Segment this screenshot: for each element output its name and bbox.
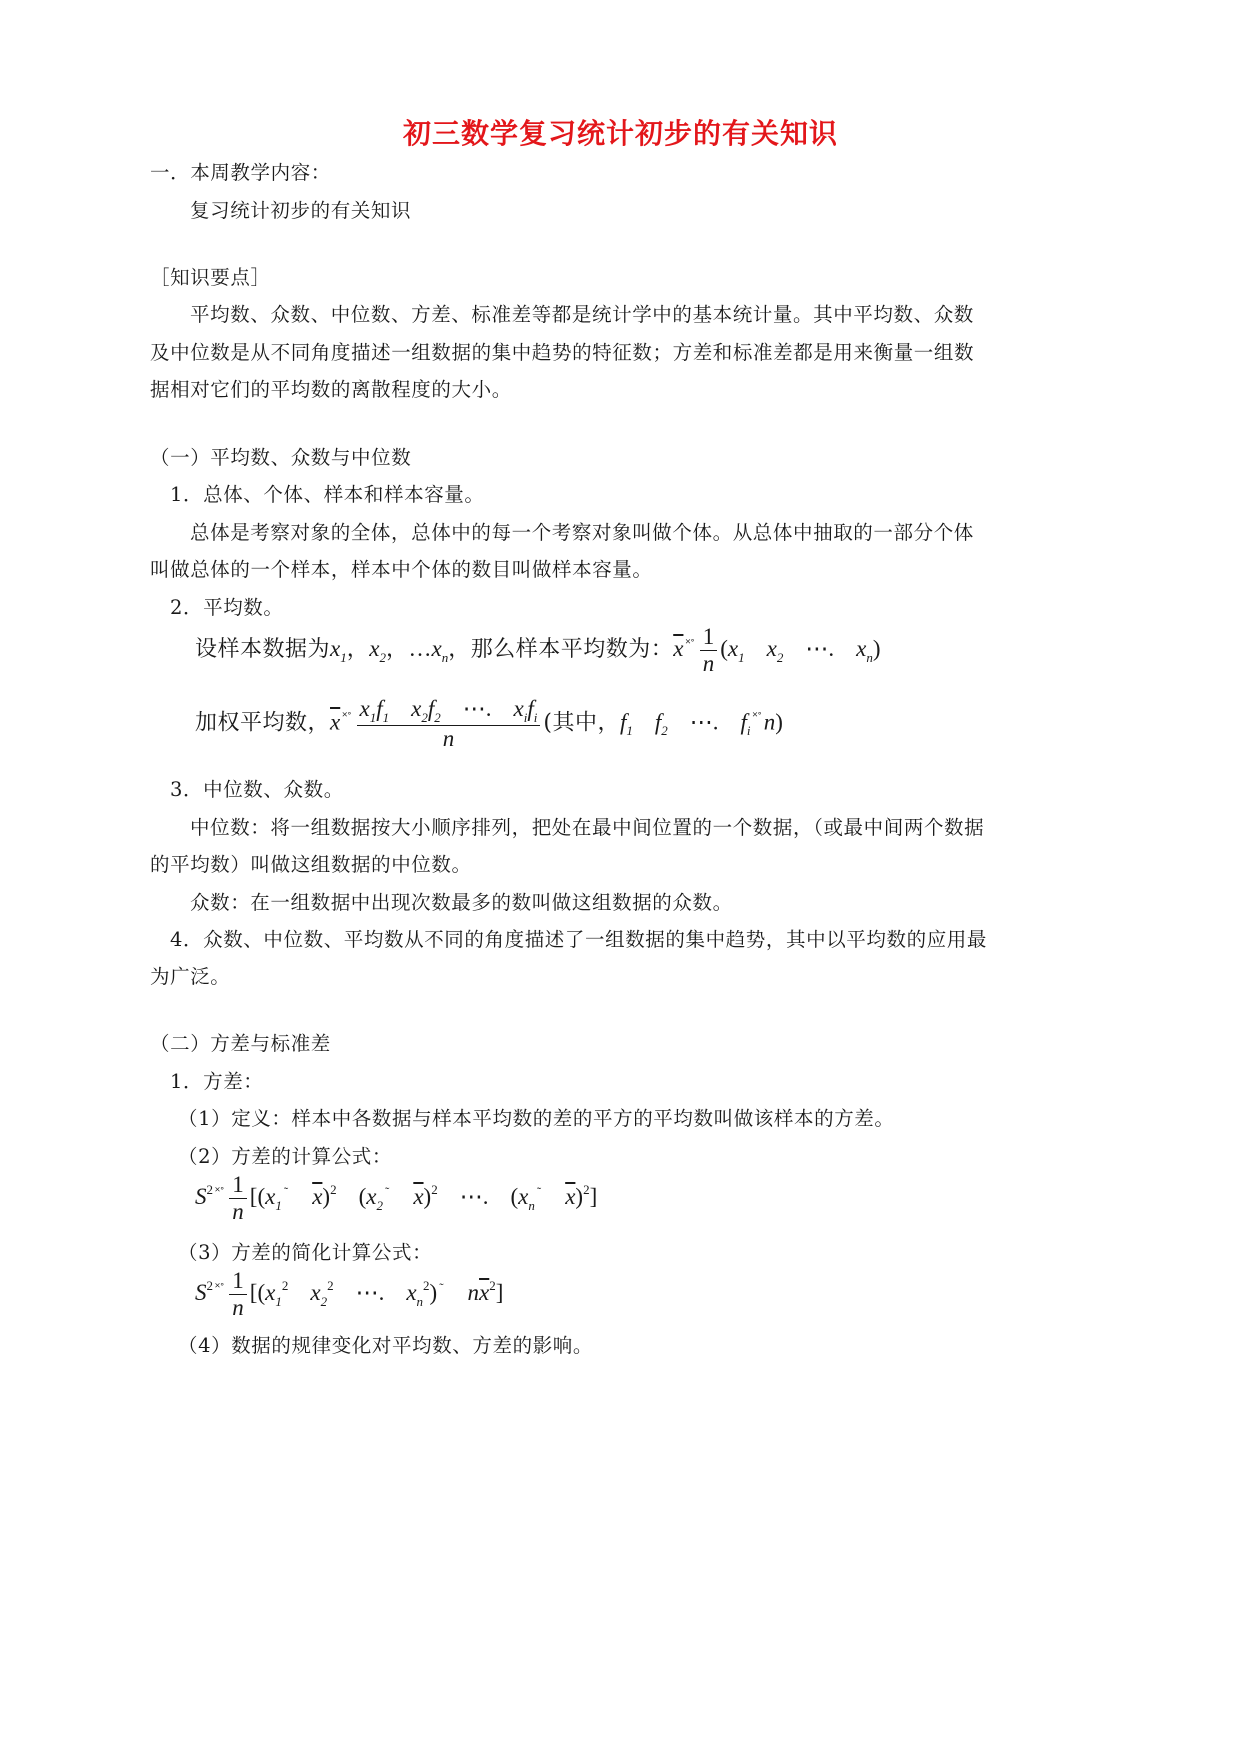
bracket-close: ] [589, 1183, 598, 1209]
key-points-line: 平均数、众数、中位数、方差、标准差等都是统计学中的基本统计量。其中平均数、众数 [190, 303, 974, 326]
subscript: 1 [275, 1293, 282, 1309]
part1-heading: （一）平均数、众数与中位数 [150, 446, 412, 469]
key-points-line: 据相对它们的平均数的离散程度的大小。 [150, 378, 512, 401]
bracket-open: [( [249, 1279, 266, 1305]
subscript: 2 [776, 649, 784, 665]
variance-definition: （1）定义：样本中各数据与样本平均数的差的平方的平均数叫做该样本的方差。 [178, 1107, 895, 1130]
fraction [229, 1172, 247, 1225]
var-x: x [727, 635, 739, 661]
numerator: 1 [229, 1268, 247, 1295]
mean-symbol: $\overline{x}$ [479, 1279, 490, 1305]
mean-symbol: $\overline{x}$ [330, 709, 341, 735]
mean-formula [195, 624, 880, 677]
mode-line: 众数：在一组数据中出现次数最多的数叫做这组数据的众数。 [190, 891, 733, 914]
variance-formula: $S^2$ ˟˚ $\frac{1}{n}$ [($x_1^˜$ $\overline{x})^2$ ($x_2^˜$ $\overline{x})^2$ ⋯. ($x_n^˜$ $\overline{x})^2$] [195, 1172, 598, 1224]
item4-line: 4．众数、中位数、平均数从不同的角度描述了一组数据的集中趋势，其中以平均数的应用最 [170, 928, 988, 951]
subscript: n [416, 1293, 424, 1309]
equals-glyph: ˟˚ [215, 1183, 225, 1199]
numerator: 1 [700, 624, 718, 651]
median-line: 中位数：将一组数据按大小顺序排列，把处在最中间位置的一个数据，（或最中间两个数据 [190, 816, 985, 839]
bracket-close: ] [495, 1279, 504, 1305]
key-points-line: 及中位数是从不同角度描述一组数据的集中趋势的特征数；方差和标准差都是用来衡量一组数 [150, 341, 975, 364]
var-x: x [406, 1279, 417, 1305]
subscript: 2 [379, 649, 386, 665]
dots: … [408, 635, 432, 661]
superscript: 2 [583, 1181, 590, 1197]
superscript: 2 [206, 1277, 213, 1293]
variance-simple-formula: $S^2$ ˟˚ $\frac{1}{n}$ [($x_1^2$ $x_2^2$ ⋯. $x_n^2$) ˜ $n\overline{x}^2$] [195, 1268, 504, 1320]
var-x: x [766, 635, 777, 661]
paren-close: ) [775, 709, 783, 735]
mean-symbol: $\overline{x}$ [312, 1183, 323, 1209]
subscript: 2 [376, 1197, 383, 1213]
item1-line: 叫做总体的一个样本，样本中个体的数目叫做样本容量。 [150, 558, 653, 581]
subscript: n [866, 649, 873, 665]
subscript: 1 [275, 1197, 282, 1213]
subscript: 2 [320, 1293, 328, 1309]
subscript: 1 [369, 710, 377, 725]
ellipsis: ⋯. [355, 1279, 385, 1305]
separator: ， [346, 636, 370, 662]
subscript: 2 [661, 723, 668, 739]
subscript: 1 [626, 723, 633, 739]
var-x: x [411, 696, 422, 721]
paren-open: ( [720, 635, 728, 661]
minus-glyph: ˜ [384, 1183, 390, 1199]
var-x: x [856, 635, 867, 661]
var-x: x [366, 1183, 377, 1209]
separator: ， [385, 636, 409, 662]
superscript: 2 [330, 1181, 337, 1197]
subscript: i [533, 710, 538, 725]
var-x: x [431, 635, 442, 661]
ellipsis: ⋯. [459, 1183, 489, 1209]
paren-close: ) [872, 635, 881, 661]
superscript: 2 [281, 1277, 289, 1293]
paren-prefix: (其中， [543, 710, 620, 736]
variance-heading: 1．方差： [170, 1070, 264, 1093]
equals-glyph: ˟˚ [215, 1279, 225, 1295]
median-line: 的平均数）叫做这组数据的中位数。 [150, 853, 472, 876]
mean-symbol: $\overline{x}$ [413, 1183, 424, 1209]
var-x: x [265, 1183, 276, 1209]
denominator: n [232, 1199, 244, 1224]
mean-formula-prefix: 设样本数据为 [195, 636, 331, 662]
var-x: x [330, 635, 341, 661]
superscript: 2 [327, 1277, 334, 1293]
numerator [357, 696, 541, 726]
variance-calc-heading: （2）方差的计算公式： [178, 1145, 393, 1168]
var-x: x [265, 1279, 276, 1305]
var-f: f [376, 696, 383, 721]
document-title: 初三数学复习统计初步的有关知识 [402, 117, 838, 150]
subscript: 1 [382, 710, 390, 725]
numerator: 1 [229, 1172, 247, 1199]
var-f: f [427, 696, 435, 721]
bracket-open: [( [249, 1183, 266, 1209]
subscript: 1 [738, 649, 745, 665]
fraction [700, 624, 718, 677]
mean-formula-mid: ，那么样本平均数为： [448, 636, 674, 662]
mean-symbol: $\overline{x}$ [673, 635, 684, 661]
var-f: f [619, 709, 627, 735]
equals-glyph: ˟˚ [342, 709, 352, 725]
subscript: i [746, 723, 751, 739]
key-points-heading: ［知识要点］ [150, 266, 271, 289]
subscript: 2 [434, 710, 441, 725]
section1-heading: 一．本周教学内容： [150, 161, 331, 184]
denominator: n [442, 726, 455, 751]
mean-symbol: $\overline{x}$ [565, 1183, 576, 1209]
subscript: 2 [421, 710, 428, 725]
var-x: x [369, 635, 380, 661]
var-x: x [513, 696, 524, 721]
var-x: x [310, 1279, 321, 1305]
weighted-mean-formula [195, 696, 783, 752]
ellipsis: ⋯. [805, 635, 835, 661]
data-change-heading: （4）数据的规律变化对平均数、方差的影响。 [178, 1334, 594, 1357]
item1-heading: 1．总体、个体、样本和样本容量。 [170, 483, 485, 506]
var-x: x [359, 696, 370, 721]
weighted-formula-prefix: 加权平均数， [195, 710, 331, 736]
subscript: i [523, 710, 528, 725]
equals-glyph: ˟˚ [685, 635, 695, 651]
denominator: n [702, 651, 715, 676]
var-x: x [518, 1183, 529, 1209]
minus-glyph: ˜ [439, 1279, 444, 1295]
var-S: S [195, 1279, 207, 1305]
fraction [229, 1268, 247, 1321]
item3-heading: 3．中位数、众数。 [170, 778, 344, 801]
superscript: 2 [431, 1181, 438, 1197]
var-S: S [195, 1183, 207, 1209]
minus-glyph: ˜ [536, 1183, 542, 1199]
variance-simple-heading: （3）方差的简化计算公式： [178, 1241, 433, 1264]
superscript: 2 [423, 1277, 430, 1293]
fraction [357, 696, 541, 752]
part2-heading: （二）方差与标准差 [150, 1032, 331, 1055]
item4-line: 为广泛。 [150, 965, 231, 988]
var-n: n [467, 1279, 480, 1305]
minus-glyph: ˜ [283, 1183, 289, 1199]
var-f: f [740, 709, 747, 735]
item1-line: 总体是考察对象的全体，总体中的每一个考察对象叫做个体。从总体中抽取的一部分个体 [190, 521, 974, 544]
var-f: f [527, 696, 534, 721]
subscript: 1 [340, 649, 347, 665]
item2-heading: 2．平均数。 [170, 596, 284, 619]
ellipsis: ⋯. [462, 696, 492, 721]
subscript: n [441, 649, 449, 665]
subscript: n [528, 1197, 535, 1213]
superscript: 2 [206, 1181, 213, 1197]
denominator: n [232, 1295, 244, 1320]
superscript: 2 [489, 1277, 496, 1293]
equals-glyph: ˟˚ [752, 709, 762, 725]
ellipsis: ⋯. [689, 709, 719, 735]
section1-topic: 复习统计初步的有关知识 [190, 199, 412, 222]
var-n: n [763, 709, 776, 735]
var-f: f [654, 709, 662, 735]
